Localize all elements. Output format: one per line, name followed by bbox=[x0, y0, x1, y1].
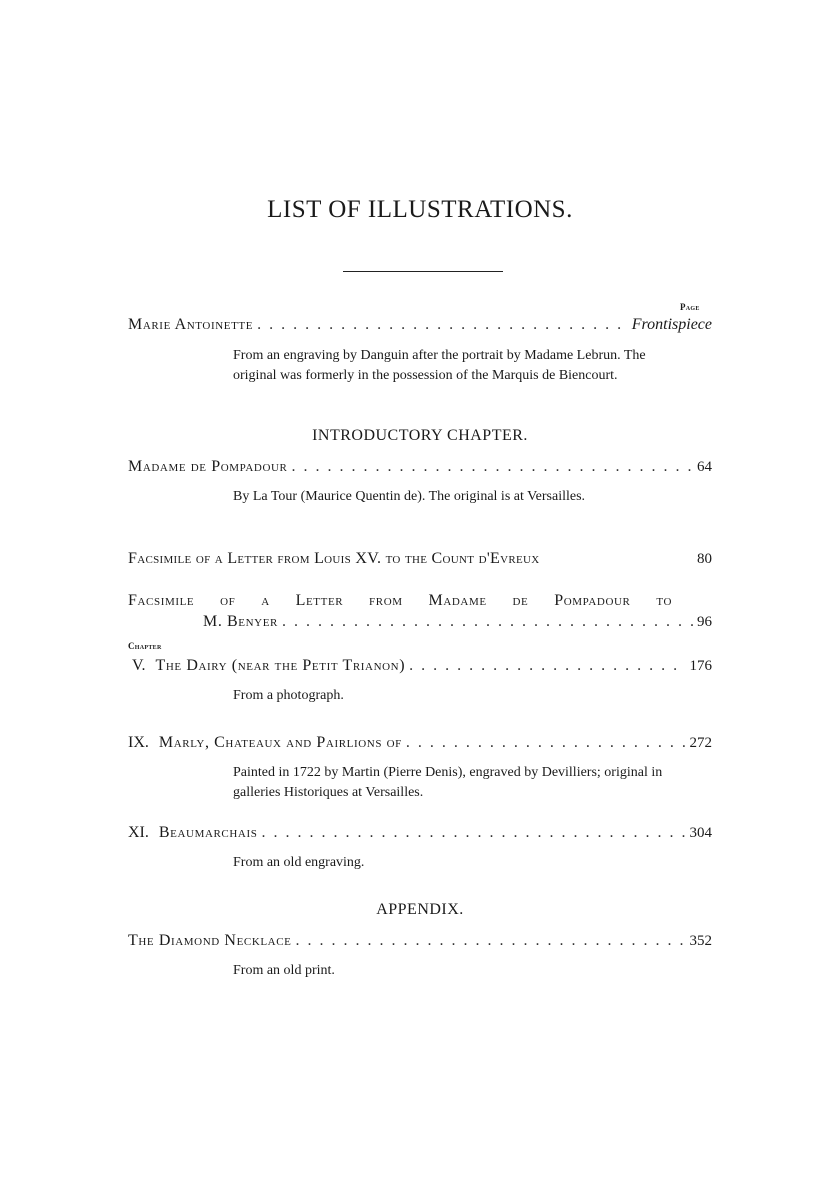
entry-pompadour bbox=[128, 458, 712, 476]
entry-facsimile-louis bbox=[128, 550, 712, 568]
entry-title: Facsimile of a Letter from Louis XV. to the Count d'Evreux bbox=[128, 550, 540, 567]
dot-leader bbox=[291, 458, 693, 476]
dot-leader bbox=[282, 613, 693, 631]
entry-description: By La Tour (Maurice Quentin de). The original is at Versailles. bbox=[233, 489, 586, 504]
entry-title: M. Benyer bbox=[203, 613, 278, 630]
entry-title: The Dairy (near the Petit Trianon) bbox=[155, 657, 406, 674]
entry-marly bbox=[128, 734, 712, 752]
entry-page: 304 bbox=[689, 825, 712, 841]
title-divider bbox=[343, 271, 503, 272]
entry-page: Frontispiece bbox=[631, 316, 712, 333]
entry-page: 80 bbox=[697, 551, 712, 567]
dot-leader bbox=[257, 316, 628, 334]
entry-facsimile-pompadour-cont bbox=[203, 613, 712, 631]
dot-leader bbox=[406, 734, 686, 752]
entry-page: 176 bbox=[689, 658, 712, 674]
entry-title: Marly, Chateaux and Pairlions of bbox=[158, 734, 402, 751]
entry-description: From an engraving by Danguin after the portrait by Madame Lebrun. The original was formerly in the possession of the Marquis de Biencourt. bbox=[233, 348, 646, 383]
entry-diamond-necklace bbox=[128, 932, 712, 950]
entry-beaumarchais bbox=[128, 824, 712, 842]
page-title: LIST OF ILLUSTRATIONS. bbox=[267, 196, 573, 223]
entry-title: Marie Antoinette bbox=[128, 316, 254, 333]
entry-description: Painted in 1722 by Martin (Pierre Denis), engraved by Devilliers; original in galleries Historiques at Versailles. bbox=[233, 765, 663, 800]
chapter-number: V. bbox=[132, 657, 146, 674]
chapter-number: XI. bbox=[128, 824, 149, 841]
entry-title: Beaumarchais bbox=[158, 824, 258, 841]
entry-page: 96 bbox=[697, 614, 712, 630]
entry-page: 352 bbox=[689, 933, 712, 949]
dot-leader bbox=[261, 824, 685, 842]
entry-title: Madame de Pompadour bbox=[128, 458, 288, 475]
entry-dairy bbox=[132, 657, 712, 675]
chapter-column-label: Chapter bbox=[128, 641, 162, 651]
entry-description: From an old engraving. bbox=[233, 855, 365, 870]
entry-marie-antoinette bbox=[128, 316, 712, 334]
dot-leader bbox=[295, 932, 685, 950]
entry-description: From an old print. bbox=[233, 963, 335, 978]
chapter-number: IX. bbox=[128, 734, 149, 751]
entry-page: 272 bbox=[689, 735, 712, 751]
section-heading-appendix: APPENDIX. bbox=[376, 901, 464, 918]
entry-title: The Diamond Necklace bbox=[128, 932, 292, 949]
section-heading-introductory: INTRODUCTORY CHAPTER. bbox=[312, 427, 528, 444]
entry-facsimile-pompadour: Facsimile of a Letter from Madame de Pompadour to bbox=[128, 592, 672, 609]
entry-description: From a photograph. bbox=[233, 688, 344, 703]
page-column-label: Page bbox=[680, 302, 700, 312]
entry-page: 64 bbox=[697, 459, 712, 475]
dot-leader bbox=[409, 657, 685, 675]
